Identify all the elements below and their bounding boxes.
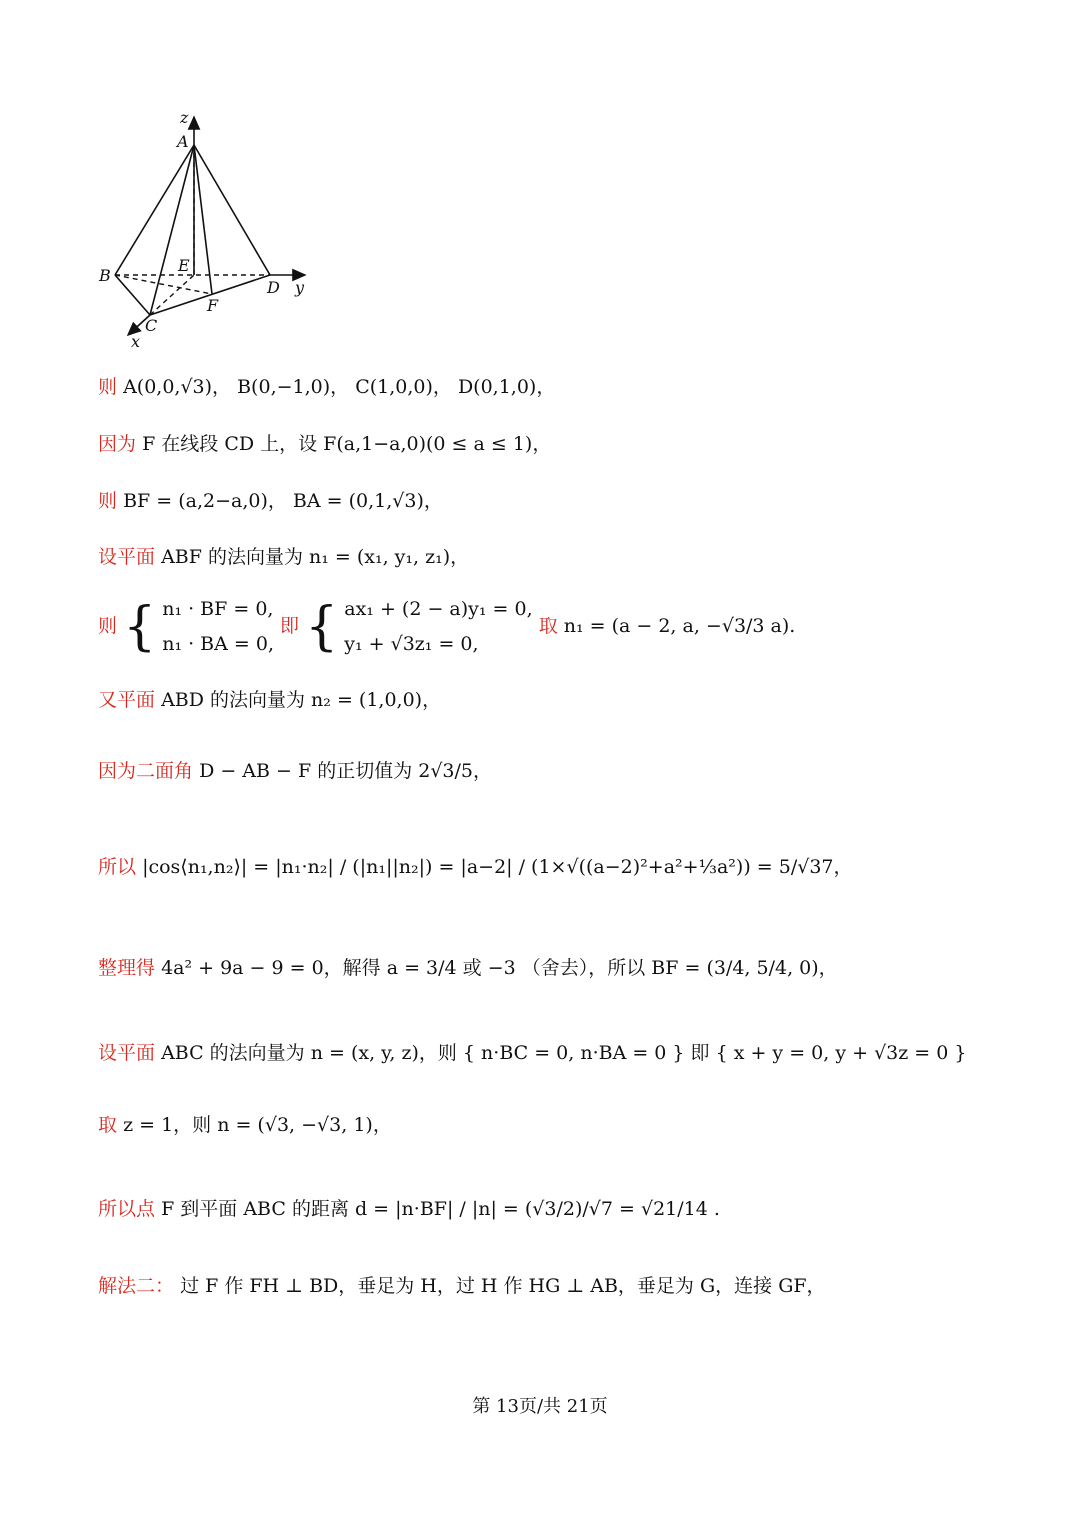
label-x: x (131, 332, 141, 351)
line-vectors: 则 BF = (a,2−a,0)， BA = (0,1,√3)， (98, 490, 443, 512)
line-solve-a: 整理得 4a² + 9a − 9 = 0，解得 a = 3/4 或 −3 （舍去），所以 BF = (3/4, 5/4, 0)， (98, 957, 838, 979)
label-e: E (178, 256, 190, 275)
pyramid-figure (95, 105, 325, 355)
line-dihedral: 因为二面角 D − AB − F 的正切值为 2√3/5， (98, 760, 493, 782)
label-f: F (207, 296, 219, 315)
line-distance: 所以点 F 到平面 ABC 的距离 d = |n·BF| / |n| = (√3/2)/√7 = √21/14 . (98, 1198, 720, 1220)
label-a: A (177, 132, 189, 151)
line-normal-abd: 又平面 ABD 的法向量为 n₂ = (1,0,0)， (98, 689, 442, 711)
label-z: z (180, 108, 189, 127)
line-cosine: 所以 |cos⟨n₁,n₂⟩| = |n₁·n₂| / (|n₁||n₂|) = |a−2| / (1×√((a−2)²+a²+⅓a²)) = 5/√37， (98, 856, 853, 878)
line-point-f: 因为 F 在线段 CD 上，设 F(a,1−a,0)(0 ≤ a ≤ 1)， (98, 433, 552, 455)
label-c: C (145, 316, 158, 335)
page-footer: 第 13页/共 21页 (472, 1396, 608, 1417)
line-coordinates: 则 A(0,0,√3)， B(0,−1,0)， C(1,0,0)， D(0,1,0)， (98, 376, 556, 398)
line-method-two: 解法二： 过 F 作 FH ⊥ BD，垂足为 H，过 H 作 HG ⊥ AB，垂足为 G，连接 GF， (98, 1275, 826, 1297)
line-normal-abc: 设平面 ABC 的法向量为 n = (x, y, z)，则 { n·BC = 0, n·BA = 0 } 即 { x + y = 0, y + √3z = 0 } (98, 1042, 967, 1064)
label-y: y (295, 278, 305, 297)
line-take-z: 取 z = 1，则 n = (√3, −√3, 1)， (98, 1114, 392, 1136)
label-b: B (99, 266, 111, 285)
label-d: D (267, 278, 280, 297)
line-normal-abf: 设平面 ABF 的法向量为 n₁ = (x₁, y₁, z₁)， (98, 546, 470, 568)
line-system: 则 { n₁ · BF = 0, n₁ · BA = 0, 即 { ax₁ + (2 − a)y₁ = 0, y₁ + √3z₁ = 0, 取 n₁ = (a − 2, a, −√3/3 a). (98, 597, 796, 658)
